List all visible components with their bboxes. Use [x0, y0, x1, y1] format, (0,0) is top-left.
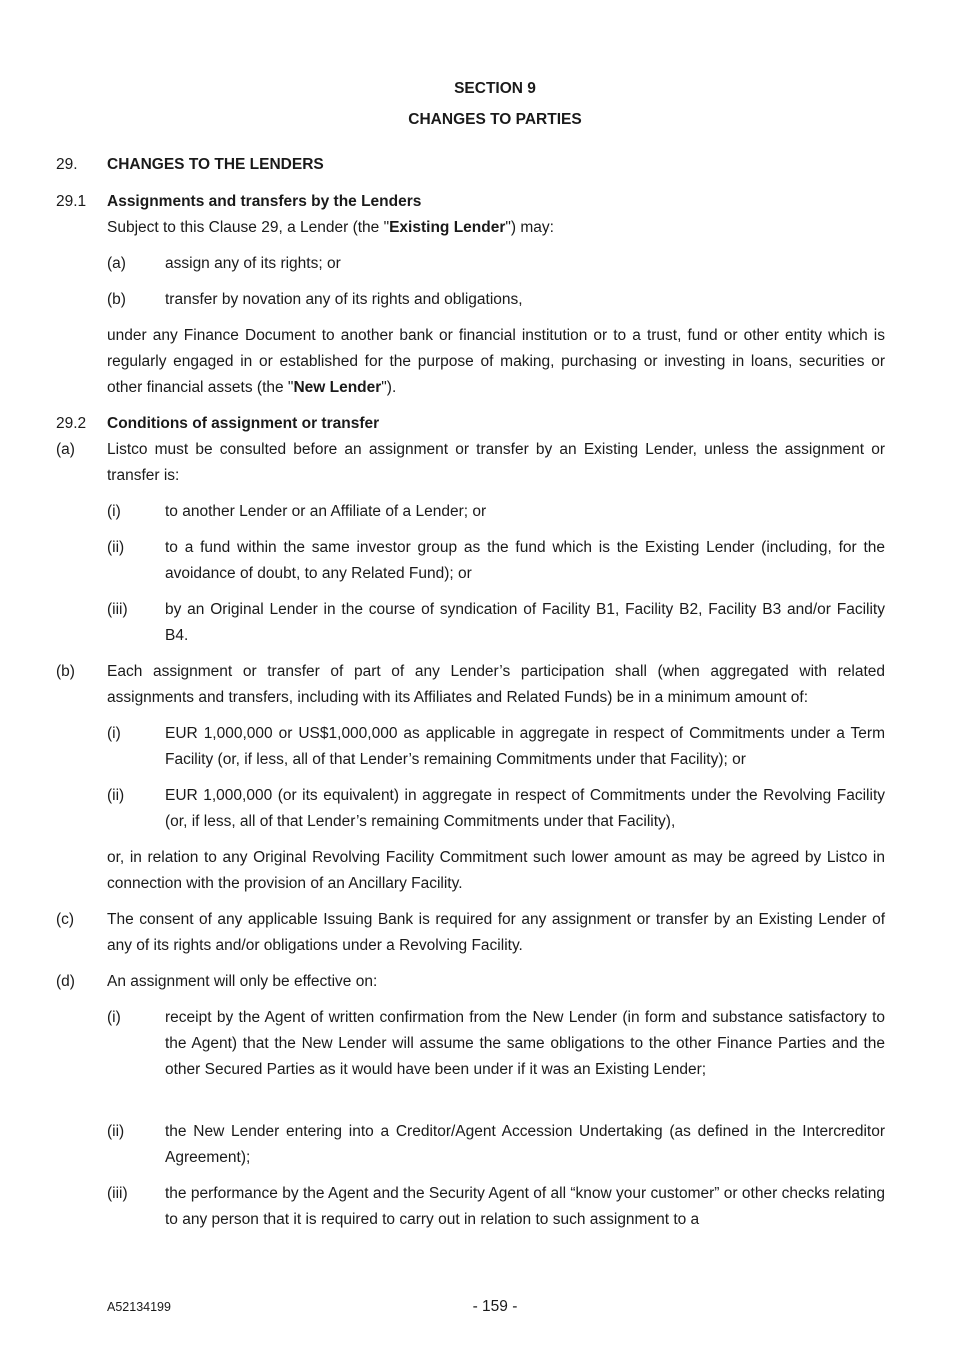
- paragraph: or, in relation to any Original Revolving Facility Commitment such lower amount as may be agreed by Listco in connection with the provision of an Ancillary Facility.: [107, 849, 885, 892]
- list-label: (c): [56, 911, 75, 928]
- list-item: the performance by the Agent and the Security Agent of all “know your customer” or other checks relating to any person that it is required to carry out in relation to such assignment to a: [165, 1185, 885, 1228]
- list-label: (i): [107, 503, 121, 520]
- list-label: (b): [107, 291, 126, 308]
- list-item: to another Lender or an Affiliate of a Lender; or: [165, 503, 487, 520]
- list-label: (ii): [107, 787, 125, 804]
- list-label: (ii): [107, 539, 125, 556]
- list-label: (iii): [107, 1185, 128, 1202]
- defined-term: New Lender: [293, 379, 382, 396]
- page-number: - 159 -: [472, 1298, 518, 1315]
- list-item: the New Lender entering into a Creditor/Agent Accession Undertaking (as defined in the Intercreditor Agreement);: [165, 1123, 885, 1166]
- list-item: to a fund within the same investor group as the fund which is the Existing Lender (including, for the avoidance of doubt, to any Related Fund); or: [165, 539, 885, 582]
- paragraph: An assignment will only be effective on:: [107, 973, 378, 990]
- subclause-intro: Subject to this Clause 29, a Lender (the "Existing Lender") may:: [107, 219, 554, 236]
- list-item: receipt by the Agent of written confirmation from the New Lender (in form and substance satisfactory to the Agent) that the New Lender will assume the same obligations to the other Finance Parties and the other Secured Parties as it would have been under if it was an Existing Lender;: [165, 1009, 885, 1078]
- subclause-title: Assignments and transfers by the Lenders: [107, 193, 422, 210]
- list-item: EUR 1,000,000 (or its equivalent) in aggregate in respect of Commitments under the Revolving Facility (or, if less, all of that Lender’s remaining Commitments under that Facility),: [165, 787, 885, 830]
- list-label: (i): [107, 725, 121, 742]
- paragraph: The consent of any applicable Issuing Bank is required for any assignment or transfer by an Existing Lender of any of its rights and/or obligations under a Revolving Facility.: [107, 911, 885, 954]
- list-item: by an Original Lender in the course of syndication of Facility B1, Facility B2, Facility B3 and/or Facility B4.: [165, 601, 885, 644]
- section-title: SECTION 9: [454, 80, 536, 97]
- list-item: assign any of its rights; or: [165, 255, 341, 272]
- subclause-title: Conditions of assignment or transfer: [107, 415, 380, 432]
- list-label: (d): [56, 973, 75, 990]
- subclause-number: 29.1: [56, 193, 87, 210]
- defined-term: Existing Lender: [389, 219, 506, 236]
- section-subtitle: CHANGES TO PARTIES: [408, 111, 582, 128]
- clause-title: CHANGES TO THE LENDERS: [107, 156, 324, 173]
- list-label: (ii): [107, 1123, 125, 1140]
- list-label: (iii): [107, 601, 128, 618]
- list-label: (i): [107, 1009, 121, 1026]
- clause-number: 29.: [56, 156, 78, 173]
- subclause-number: 29.2: [56, 415, 87, 432]
- list-label: (b): [56, 663, 75, 680]
- paragraph: under any Finance Document to another bank or financial institution or to a trust, fund or other entity which is regularly engaged in or established for the purpose of making, purchasing or investing in loans, securities or other financial assets (the "New Lender").: [107, 327, 885, 396]
- list-label: (a): [56, 441, 75, 458]
- list-label: (a): [107, 255, 126, 272]
- paragraph: Each assignment or transfer of part of any Lender’s participation shall (when aggregated with related assignments and transfers, including with its Affiliates and Related Funds) be in a minimum amount of:: [107, 663, 885, 706]
- document-id: A52134199: [107, 1300, 171, 1314]
- list-item: transfer by novation any of its rights and obligations,: [165, 291, 523, 308]
- list-item: EUR 1,000,000 or US$1,000,000 as applicable in aggregate in respect of Commitments under a Term Facility (or, if less, all of that Lender’s remaining Commitments under that Facility); or: [165, 725, 885, 768]
- paragraph: Listco must be consulted before an assignment or transfer by an Existing Lender, unless the assignment or transfer is:: [107, 441, 885, 484]
